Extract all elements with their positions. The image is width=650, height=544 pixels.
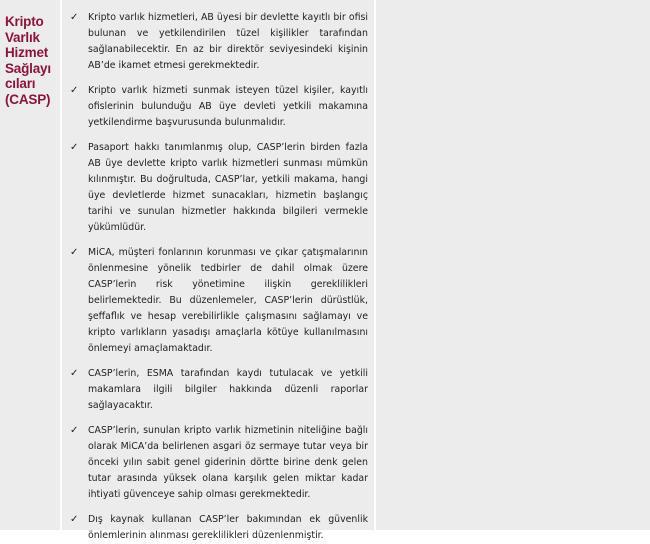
list-item-text: CASP’lerin, ESMA tarafından kaydı tutulacak ve yetkili makamlara ilgili bilgiler hakkında düzenli raporlar sağlayacaktır.	[88, 368, 368, 411]
list-item-text: MiCA, müşteri fonlarının korunması ve çıkar çatışmalarının önlenmesine yönelik tedbirler de dahil olmak üzere CASP’lerin risk yönetimine ilişkin gereklilikleri belirlemektedir. Bu düzenlemeler, CASP’lerin dürüstlük, şeffaflık ve hesap verebilirlikle çalışmasını sağlamayı ve kripto varlıkların yasadışı amaçlarla kötüye kullanılmasını önlemeyi amaçlamaktadır.	[88, 247, 368, 354]
section-content-cell	[62, 0, 374, 541]
list-item-text: CASP’lerin, sunulan kripto varlık hizmetinin niteliğine bağlı olarak MiCA’da belirlenen asgari öz sermaye tutar veya bir önceki yılın sabit genel giderinin dörtte birine denk gelen tutar arasında yüksek olana karşılık gelen miktar kadar ihtiyati güvenceye sahip olması gerekmektedir.	[88, 425, 368, 500]
list-item-text: Kripto varlık hizmeti sunmak isteyen tüzel kişiler, kayıtlı ofislerinin bulunduğu AB üye devleti yetkili makamına yetkilendirme başvurusunda bulunmalıdır.	[88, 85, 368, 128]
list-item	[70, 366, 368, 414]
list-item-text: Dış kaynak kullanan CASP’ler bakımından ek güvenlik önlemlerinin alınması gereklilikleri düzenlenmiştir.	[88, 514, 368, 541]
empty-right-cell	[374, 0, 650, 530]
requirements-list	[70, 10, 368, 544]
section-label: Kripto Varlık Hizmet Sağlayı cıları (CASP)	[5, 14, 51, 107]
list-item	[70, 423, 368, 503]
list-item	[70, 83, 368, 131]
list-item-text: Pasaport hakkı tanımlanmış olup, CASP’lerin birden fazla AB üye devlette kripto varlık hizmetleri sunması mümkün kılınmıştır. Bu doğrultuda, CASP’lar, yetkili makama, hangi üye devletlerde hizmet sunacakları, hizmetin başlangıç tarihi ve sunulan hizmetler hakkında bilgileri vermekle yükümlüdür.	[88, 142, 368, 233]
list-item	[70, 245, 368, 357]
check-icon: ✓	[70, 368, 79, 379]
check-icon: ✓	[70, 425, 79, 436]
check-icon: ✓	[70, 142, 79, 153]
list-item	[70, 140, 368, 236]
list-item-text: Kripto varlık hizmetleri, AB üyesi bir devlette kayıtlı bir ofisi bulunan ve yetkilendirilen tüzel kişilikler tarafından sağlanabilecektir. En az bir direktör seviyesindeki kişinin AB’de ikamet etmesi gerekmektedir.	[88, 12, 368, 71]
list-item	[70, 10, 368, 74]
check-icon: ✓	[70, 247, 79, 258]
section-label-cell	[0, 0, 62, 530]
check-icon: ✓	[70, 514, 79, 525]
list-item	[70, 512, 368, 544]
check-icon: ✓	[70, 12, 79, 23]
check-icon: ✓	[70, 85, 79, 96]
